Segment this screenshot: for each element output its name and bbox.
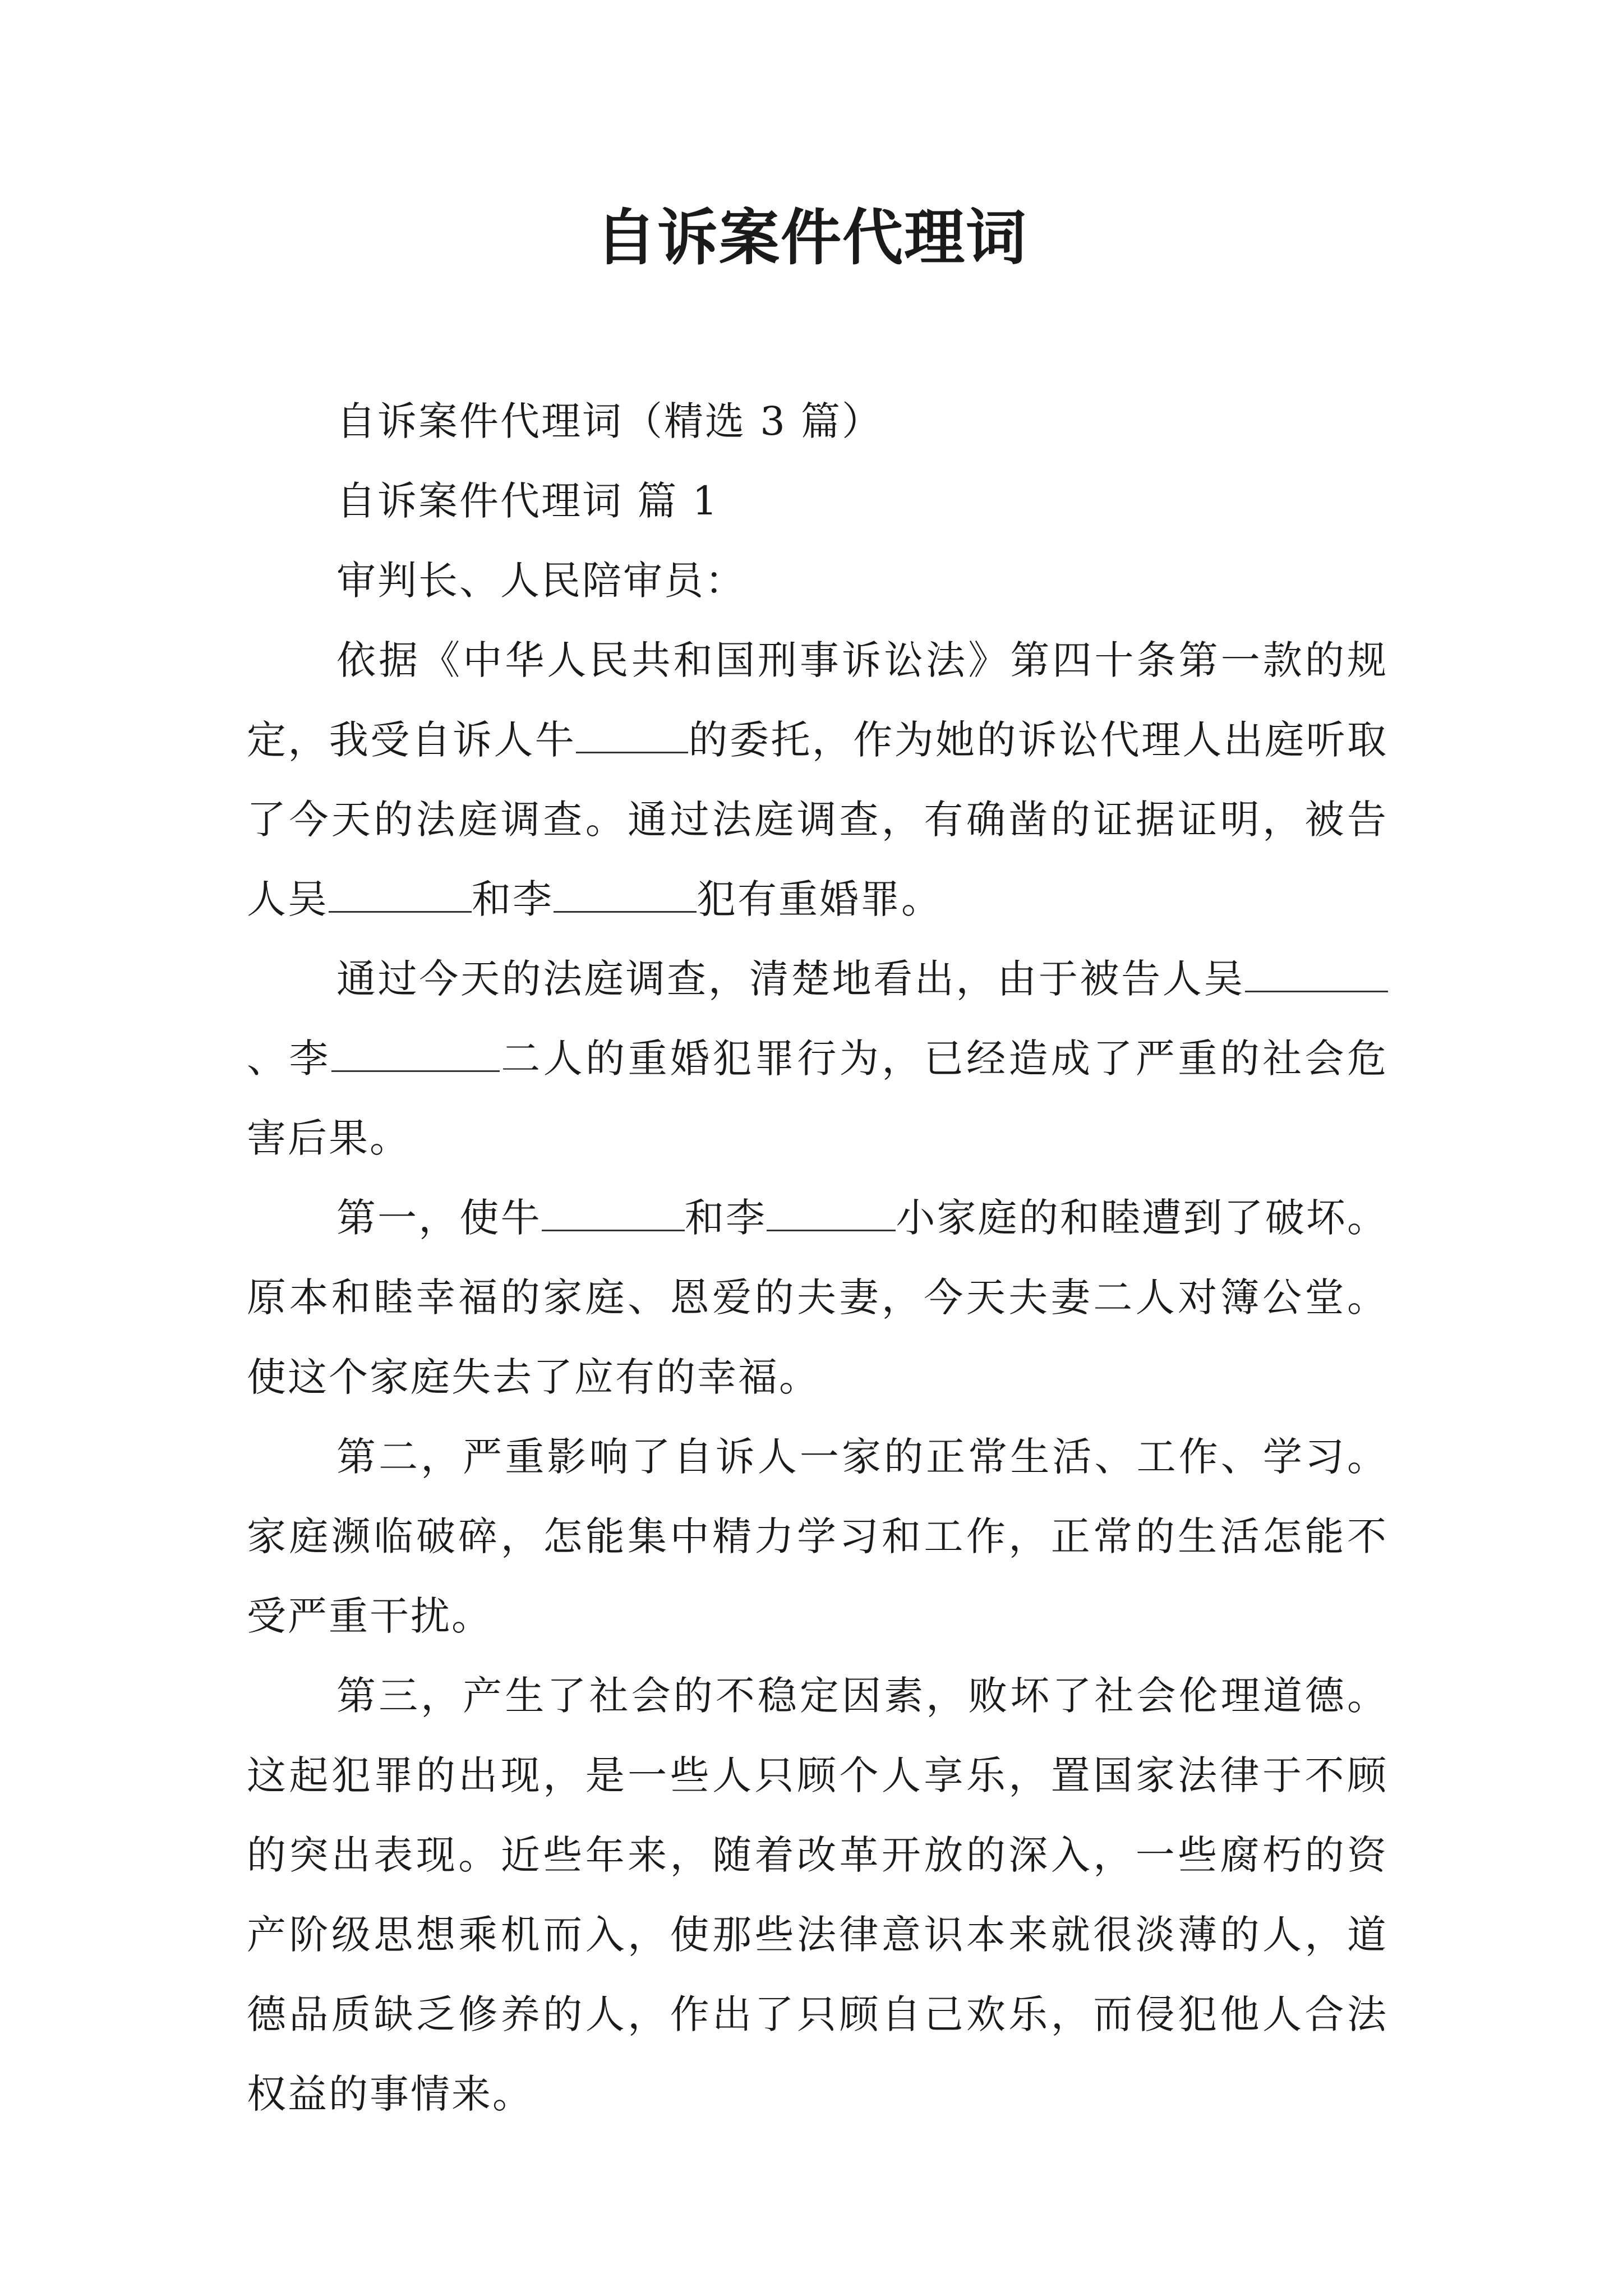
paragraph-2 (247, 939, 1388, 1178)
subtitle-line: 自诉案件代理词（精选 3 篇） (336, 398, 883, 444)
paragraph-3-text-a: 第一，使牛 (336, 1195, 542, 1241)
section-heading: 自诉案件代理词 篇 1 (336, 478, 720, 524)
name-blank (1245, 956, 1388, 992)
name-blank (542, 1195, 685, 1231)
name-blank (329, 876, 472, 913)
paragraph-1-text-b: 的委托，作为她的诉讼代理人出庭听取了今天的法庭调查。通过法庭调查，有确凿的证据证明，被告人吴 (247, 717, 1389, 922)
paragraph-2-text-a: 通过今天的法庭调查，清楚地看出，由于被告人吴 (336, 956, 1245, 1002)
paragraph-1-text-c: 和李 (472, 876, 554, 922)
document-title: 自诉案件代理词 (595, 203, 1027, 273)
paragraph-2-text-b: 、李 (247, 1036, 331, 1082)
paragraph-3-text-b: 和李 (684, 1195, 767, 1241)
salutation: 审判长、人民陪审员： (336, 558, 746, 604)
document-body (247, 381, 1388, 2134)
paragraph-3 (247, 1178, 1388, 1417)
name-blank (767, 1195, 896, 1231)
paragraph-2-text-c: 二人的重婚犯罪行为，已经造成了严重的社会危害后果。 (247, 1036, 1389, 1161)
paragraph-1-text-a: 依据《中华人民共和国刑事诉讼法》第四十条第一款的规定，我受自诉人牛 (247, 637, 1388, 763)
paragraph-1-text-d: 犯有重婚罪。 (697, 876, 942, 922)
name-blank (576, 717, 688, 753)
name-blank (331, 1036, 500, 1072)
paragraph-5: 第三，产生了社会的不稳定因素，败坏了社会伦理道德。这起犯罪的出现，是一些人只顾个人享乐，置国家法律于不顾的突出表现。近些年来，随着改革开放的深入，一些腐朽的资产阶级思想乘机而入，使那些法律意识本来就很淡薄的人，道德品质缺乏修养的人，作出了只顾自己欢乐，而侵犯他人合法权益的事情来。 (247, 1673, 1388, 2117)
name-blank (554, 876, 697, 913)
paragraph-4: 第二，严重影响了自诉人一家的正常生活、工作、学习。家庭濒临破碎，怎能集中精力学习和工作，正常的生活怎能不受严重干扰。 (247, 1434, 1388, 1639)
paragraph-3-text-c: 小家庭的和睦遭到了破坏。原本和睦幸福的家庭、恩爱的夫妻，今天夫妻二人对簿公堂。使这个家庭失去了应有的幸福。 (247, 1195, 1389, 1400)
paragraph-1 (247, 620, 1388, 939)
